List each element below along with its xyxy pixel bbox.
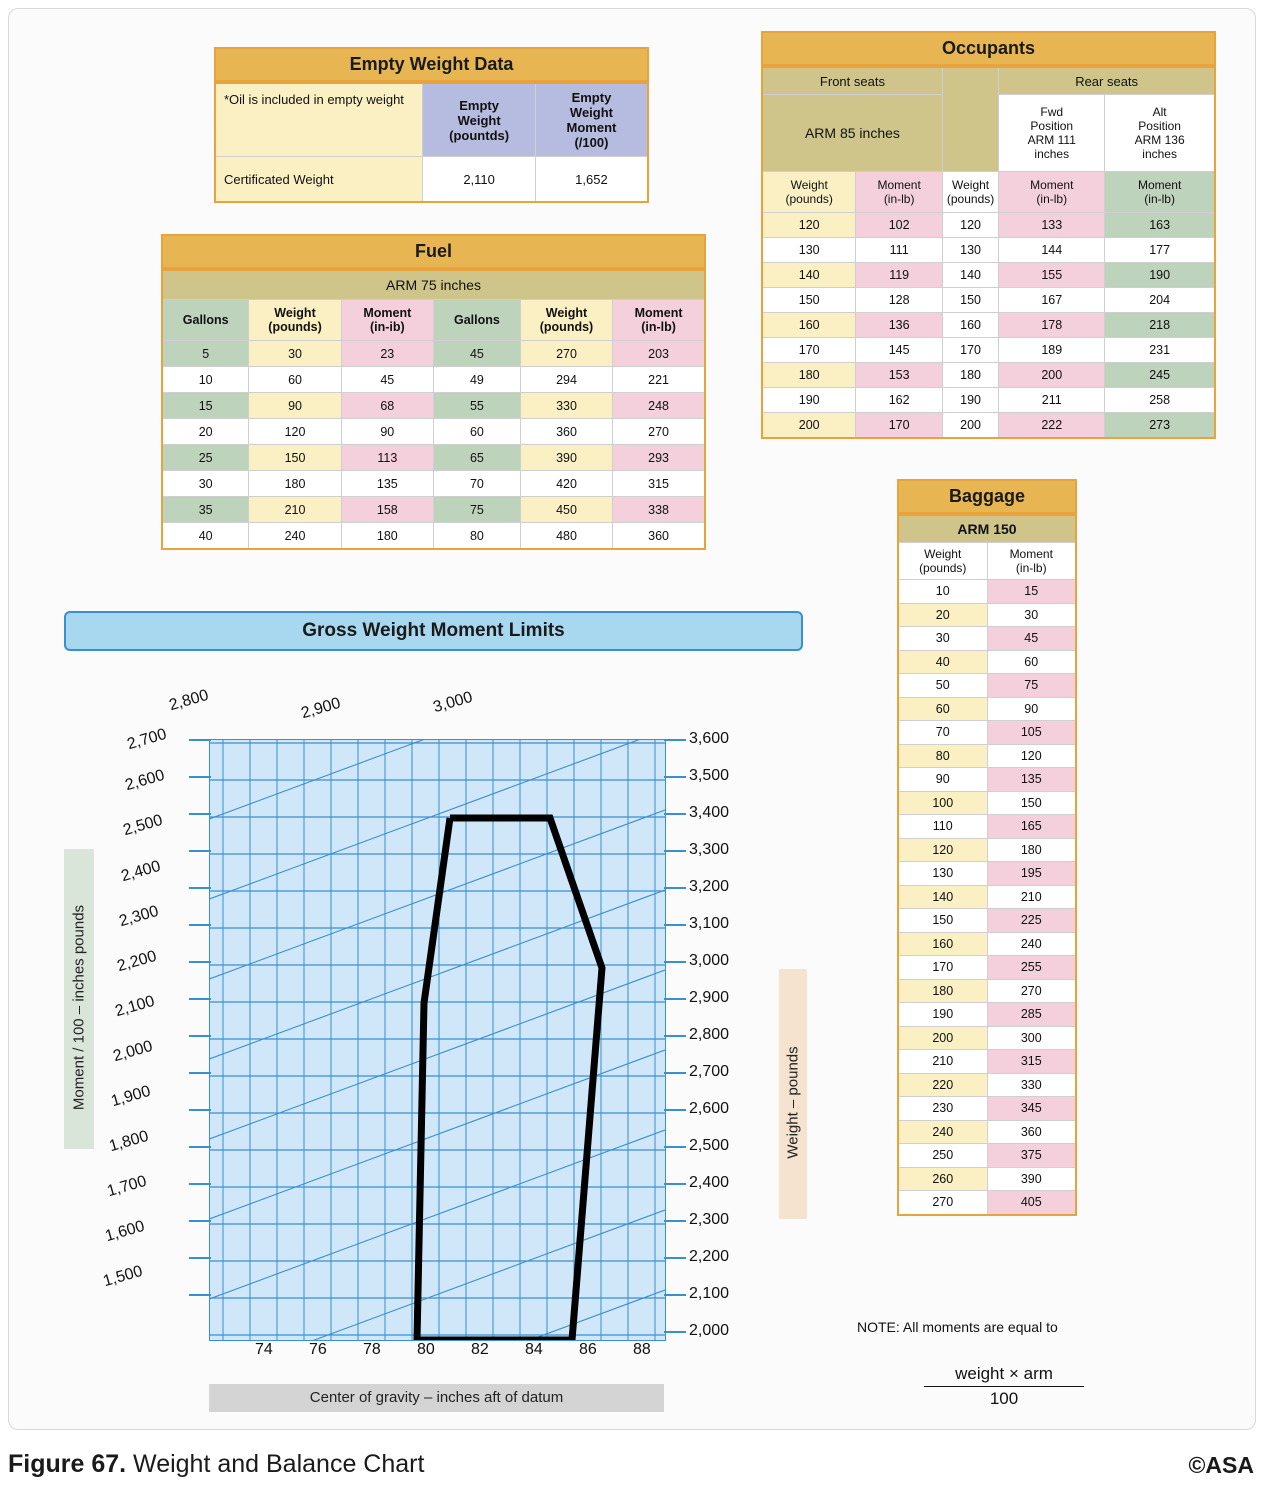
cell: 45 <box>987 627 1076 651</box>
fuel-header-weight-2: Weight (pounds) <box>520 300 612 341</box>
cell: 135 <box>341 471 433 497</box>
fuel-header-moment-2: Moment (in-lb) <box>613 300 705 341</box>
table-row <box>898 1191 1076 1215</box>
empty-weight-header-moment: Empty Weight Moment (/100) <box>535 83 648 157</box>
y-left-tick-4: 2,300 <box>117 902 161 931</box>
y-left-tick-7: 2,000 <box>111 1037 155 1066</box>
cell: 145 <box>856 338 942 363</box>
cell: 130 <box>942 238 998 263</box>
cell: 210 <box>898 1050 987 1074</box>
table-row <box>162 419 705 445</box>
cell: 390 <box>520 445 612 471</box>
x-tick-1: 76 <box>309 1341 327 1358</box>
cell: 180 <box>898 979 987 1003</box>
cell: 210 <box>249 497 341 523</box>
table-row <box>898 1144 1076 1168</box>
formula-denominator: 100 <box>989 1389 1019 1408</box>
fuel-header-gallons-1: Gallons <box>162 300 249 341</box>
cell: 30 <box>249 341 341 367</box>
cell: 163 <box>1105 213 1215 238</box>
occupants-rear-title: Rear seats <box>999 67 1215 95</box>
table-row <box>898 838 1076 862</box>
cell: 90 <box>987 697 1076 721</box>
cell: 258 <box>1105 388 1215 413</box>
cell: 200 <box>898 1026 987 1050</box>
table-row <box>898 1097 1076 1121</box>
y-left-tick-6: 2,100 <box>113 992 157 1021</box>
plot-svg <box>210 740 665 1340</box>
fuel-grid <box>161 269 706 550</box>
cell: 240 <box>249 523 341 550</box>
cell: 248 <box>613 393 705 419</box>
cell: 15 <box>987 580 1076 604</box>
occupants-header-weight-front: Weight (pounds) <box>762 172 856 213</box>
top-tick-2900: 2,900 <box>299 694 343 723</box>
table-row <box>898 1050 1076 1074</box>
cell: 190 <box>762 388 856 413</box>
table-row <box>898 650 1076 674</box>
x-tick-4: 82 <box>471 1341 489 1358</box>
table-row <box>898 744 1076 768</box>
cell: 221 <box>613 367 705 393</box>
cell: 120 <box>987 744 1076 768</box>
cell: 270 <box>520 341 612 367</box>
copyright-notice: ©ASA <box>1188 1452 1254 1478</box>
empty-weight-row-label: Certificated Weight <box>215 157 423 203</box>
table-row <box>898 1120 1076 1144</box>
cell: 211 <box>999 388 1105 413</box>
y-left-tick-8: 1,900 <box>109 1082 153 1111</box>
empty-weight-data-table <box>214 47 649 203</box>
y-axis-right-label <box>779 969 807 1219</box>
cell: 60 <box>433 419 520 445</box>
cell: 90 <box>249 393 341 419</box>
cell: 80 <box>433 523 520 550</box>
cell: 330 <box>520 393 612 419</box>
cell: 15 <box>162 393 249 419</box>
cell: 360 <box>613 523 705 550</box>
figure-caption-text: Weight and Balance Chart <box>133 1450 425 1478</box>
cell: 60 <box>898 697 987 721</box>
cell: 130 <box>898 862 987 886</box>
cell: 110 <box>898 815 987 839</box>
y-left-tick-5: 2,200 <box>115 947 159 976</box>
figure-page <box>8 8 1256 1430</box>
x-tick-0: 74 <box>255 1341 273 1358</box>
y-right-tick-14: 2,200 <box>689 1248 730 1265</box>
cell: 160 <box>942 313 998 338</box>
cell: 150 <box>942 288 998 313</box>
y-left-tick-0: 2,700 <box>125 725 169 754</box>
y-right-tick-6: 3,000 <box>689 952 730 969</box>
y-left-tick-12: 1,500 <box>101 1262 145 1291</box>
empty-weight-grid <box>214 82 649 203</box>
x-tick-5: 84 <box>525 1341 543 1358</box>
cell: 189 <box>999 338 1105 363</box>
occupants-spacer <box>942 95 998 172</box>
cell: 195 <box>987 862 1076 886</box>
cell: 150 <box>762 288 856 313</box>
cell: 480 <box>520 523 612 550</box>
cell: 240 <box>987 932 1076 956</box>
x-tick-7: 88 <box>633 1341 651 1358</box>
table-row <box>898 1073 1076 1097</box>
cell: 167 <box>999 288 1105 313</box>
occupants-spacer <box>942 67 998 95</box>
cell: 180 <box>341 523 433 550</box>
y-right-tick-8: 2,800 <box>689 1026 730 1043</box>
x-axis-label: Center of gravity – inches aft of datum <box>209 1384 664 1412</box>
y-left-tick-3: 2,400 <box>119 857 163 886</box>
y-left-tick-1: 2,600 <box>123 766 167 795</box>
cell: 220 <box>898 1073 987 1097</box>
cell: 90 <box>341 419 433 445</box>
cell: 120 <box>762 213 856 238</box>
y-right-tick-11: 2,500 <box>689 1137 730 1154</box>
cell: 30 <box>162 471 249 497</box>
cell: 130 <box>762 238 856 263</box>
fuel-header-gallons-2: Gallons <box>433 300 520 341</box>
formula-numerator: weight × arm <box>924 1364 1084 1387</box>
cell: 75 <box>987 674 1076 698</box>
cell: 260 <box>898 1167 987 1191</box>
y-right-tick-15: 2,100 <box>689 1285 730 1302</box>
table-row <box>162 471 705 497</box>
table-row <box>762 238 1215 263</box>
y-axis-right-label-text: Weight – pounds <box>784 1046 802 1159</box>
cell: 218 <box>1105 313 1215 338</box>
cell: 113 <box>341 445 433 471</box>
cell: 119 <box>856 263 942 288</box>
table-row <box>898 697 1076 721</box>
cell: 160 <box>898 932 987 956</box>
occupants-header-moment-front: Moment (in-lb) <box>856 172 942 213</box>
cell: 170 <box>898 956 987 980</box>
occupants-rear-alt-arm: Alt Position ARM 136 inches <box>1105 95 1215 172</box>
table-row <box>898 1003 1076 1027</box>
cell: 405 <box>987 1191 1076 1215</box>
cell: 140 <box>898 885 987 909</box>
cell: 375 <box>987 1144 1076 1168</box>
cell: 162 <box>856 388 942 413</box>
empty-weight-header-weight: Empty Weight (pountds) <box>423 83 536 157</box>
table-row <box>762 413 1215 439</box>
cell: 190 <box>1105 263 1215 288</box>
cell: 190 <box>942 388 998 413</box>
cell: 177 <box>1105 238 1215 263</box>
y-right-tick-12: 2,400 <box>689 1174 730 1191</box>
table-row <box>898 580 1076 604</box>
cell: 180 <box>987 838 1076 862</box>
y-right-tick-1: 3,500 <box>689 767 730 784</box>
cell: 338 <box>613 497 705 523</box>
y-right-tick-13: 2,300 <box>689 1211 730 1228</box>
cell: 153 <box>856 363 942 388</box>
y-right-tick-7: 2,900 <box>689 989 730 1006</box>
cell: 200 <box>999 363 1105 388</box>
occupants-front-arm: ARM 85 inches <box>762 95 942 172</box>
y-left-tick-9: 1,800 <box>107 1127 151 1156</box>
cell: 200 <box>942 413 998 439</box>
cell: 204 <box>1105 288 1215 313</box>
cell: 420 <box>520 471 612 497</box>
fuel-title: Fuel <box>161 234 706 269</box>
occupants-header-weight-rear: Weight (pounds) <box>942 172 998 213</box>
table-row <box>898 1026 1076 1050</box>
cell: 203 <box>613 341 705 367</box>
gross-weight-moment-limits-title: Gross Weight Moment Limits <box>64 611 803 651</box>
table-row <box>762 213 1215 238</box>
cell: 180 <box>249 471 341 497</box>
cell: 55 <box>433 393 520 419</box>
cell: 40 <box>898 650 987 674</box>
cell: 70 <box>433 471 520 497</box>
y-right-tick-2: 3,400 <box>689 804 730 821</box>
x-tick-6: 86 <box>579 1341 597 1358</box>
table-row <box>898 862 1076 886</box>
table-row <box>898 932 1076 956</box>
cell: 270 <box>898 1191 987 1215</box>
y-right-tick-16: 2,000 <box>689 1322 730 1339</box>
cell: 111 <box>856 238 942 263</box>
cell: 30 <box>987 603 1076 627</box>
cell: 294 <box>520 367 612 393</box>
cell: 178 <box>999 313 1105 338</box>
table-row <box>898 603 1076 627</box>
cell: 180 <box>762 363 856 388</box>
cell: 25 <box>162 445 249 471</box>
occupants-rear-fwd-arm: Fwd Position ARM 111 inches <box>999 95 1105 172</box>
table-row <box>762 388 1215 413</box>
cell: 170 <box>942 338 998 363</box>
table-row <box>898 815 1076 839</box>
cell: 120 <box>942 213 998 238</box>
y-left-tick-10: 1,700 <box>105 1172 149 1201</box>
cell: 135 <box>987 768 1076 792</box>
cell: 360 <box>520 419 612 445</box>
cell: 105 <box>987 721 1076 745</box>
cell: 45 <box>433 341 520 367</box>
table-row <box>162 393 705 419</box>
cell: 160 <box>762 313 856 338</box>
y-right-tick-4: 3,200 <box>689 878 730 895</box>
cell: 45 <box>341 367 433 393</box>
empty-weight-note: *Oil is included in empty weight <box>215 83 423 157</box>
moment-formula <box>924 1364 1084 1409</box>
table-row <box>762 313 1215 338</box>
cell: 120 <box>249 419 341 445</box>
cell: 170 <box>856 413 942 439</box>
cell: 450 <box>520 497 612 523</box>
cell: 70 <box>898 721 987 745</box>
baggage-header-weight: Weight (pounds) <box>898 543 987 580</box>
cell: 231 <box>1105 338 1215 363</box>
table-row <box>162 497 705 523</box>
cell: 230 <box>898 1097 987 1121</box>
figure-number: Figure 67. <box>8 1450 127 1478</box>
table-row <box>162 341 705 367</box>
x-tick-3: 80 <box>417 1341 435 1358</box>
y-left-tick-2: 2,500 <box>121 811 165 840</box>
cell: 293 <box>613 445 705 471</box>
table-row <box>762 363 1215 388</box>
cell: 90 <box>898 768 987 792</box>
baggage-grid <box>897 514 1077 1216</box>
moment-envelope-plot <box>209 739 666 1341</box>
cell: 250 <box>898 1144 987 1168</box>
cell: 245 <box>1105 363 1215 388</box>
y-right-tick-0: 3,600 <box>689 730 730 747</box>
cell: 140 <box>762 263 856 288</box>
cell: 23 <box>341 341 433 367</box>
cell: 49 <box>433 367 520 393</box>
cell: 150 <box>898 909 987 933</box>
empty-weight-title: Empty Weight Data <box>214 47 649 82</box>
x-tick-2: 78 <box>363 1341 381 1358</box>
figure-caption <box>8 1450 1254 1479</box>
fuel-header-weight-1: Weight (pounds) <box>249 300 341 341</box>
y-axis-left-label-text: Moment / 100 – inches pounds <box>70 904 88 1111</box>
baggage-arm: ARM 150 <box>898 515 1076 543</box>
cell: 10 <box>162 367 249 393</box>
cell: 80 <box>898 744 987 768</box>
y-right-tick-5: 3,100 <box>689 915 730 932</box>
right-axis-ticks <box>664 737 690 1342</box>
cell: 270 <box>987 979 1076 1003</box>
occupants-front-title: Front seats <box>762 67 942 95</box>
cell: 35 <box>162 497 249 523</box>
cell: 128 <box>856 288 942 313</box>
baggage-header-moment: Moment (in-lb) <box>987 543 1076 580</box>
baggage-title: Baggage <box>897 479 1077 514</box>
baggage-table <box>897 479 1077 1216</box>
cell: 270 <box>613 419 705 445</box>
cell: 155 <box>999 263 1105 288</box>
table-row <box>898 979 1076 1003</box>
empty-weight-value-weight: 2,110 <box>423 157 536 203</box>
cell: 360 <box>987 1120 1076 1144</box>
cell: 190 <box>898 1003 987 1027</box>
cell: 136 <box>856 313 942 338</box>
table-row <box>898 768 1076 792</box>
cell: 40 <box>162 523 249 550</box>
cell: 30 <box>898 627 987 651</box>
cell: 170 <box>762 338 856 363</box>
cell: 200 <box>762 413 856 439</box>
occupants-header-moment-alt: Moment (in-lb) <box>1105 172 1215 213</box>
cell: 158 <box>341 497 433 523</box>
y-right-tick-3: 3,300 <box>689 841 730 858</box>
cell: 165 <box>987 815 1076 839</box>
cell: 210 <box>987 885 1076 909</box>
cell: 120 <box>898 838 987 862</box>
top-tick-3000: 3,000 <box>431 688 475 717</box>
cell: 225 <box>987 909 1076 933</box>
cell: 68 <box>341 393 433 419</box>
cell: 75 <box>433 497 520 523</box>
cell: 255 <box>987 956 1076 980</box>
cell: 150 <box>249 445 341 471</box>
cell: 100 <box>898 791 987 815</box>
cell: 300 <box>987 1026 1076 1050</box>
occupants-title: Occupants <box>761 31 1216 66</box>
cell: 330 <box>987 1073 1076 1097</box>
table-row <box>162 445 705 471</box>
cell: 140 <box>942 263 998 288</box>
cell: 60 <box>249 367 341 393</box>
table-row <box>762 338 1215 363</box>
cell: 133 <box>999 213 1105 238</box>
occupants-header-moment-fwd: Moment (in-lb) <box>999 172 1105 213</box>
cell: 50 <box>898 674 987 698</box>
cell: 180 <box>942 363 998 388</box>
cell: 273 <box>1105 413 1215 439</box>
cell: 150 <box>987 791 1076 815</box>
cell: 20 <box>162 419 249 445</box>
cell: 144 <box>999 238 1105 263</box>
cell: 65 <box>433 445 520 471</box>
baggage-note: NOTE: All moments are equal to <box>857 1319 1058 1335</box>
table-row <box>898 627 1076 651</box>
occupants-grid <box>761 66 1216 439</box>
table-row <box>162 367 705 393</box>
y-axis-left-label <box>64 849 94 1149</box>
table-row <box>898 721 1076 745</box>
cell: 390 <box>987 1167 1076 1191</box>
cell: 5 <box>162 341 249 367</box>
fuel-header-moment-1: Moment (in-ib) <box>341 300 433 341</box>
occupants-table <box>761 31 1216 439</box>
table-row <box>762 288 1215 313</box>
y-left-tick-11: 1,600 <box>103 1217 147 1246</box>
cell: 20 <box>898 603 987 627</box>
cell: 222 <box>999 413 1105 439</box>
table-row <box>898 674 1076 698</box>
cell: 285 <box>987 1003 1076 1027</box>
table-row <box>162 523 705 550</box>
cell: 345 <box>987 1097 1076 1121</box>
table-row <box>898 791 1076 815</box>
y-right-tick-10: 2,600 <box>689 1100 730 1117</box>
table-row <box>898 956 1076 980</box>
table-row <box>762 263 1215 288</box>
fuel-table <box>161 234 706 550</box>
y-right-tick-9: 2,700 <box>689 1063 730 1080</box>
left-axis-ticks <box>185 737 211 1342</box>
table-row <box>898 909 1076 933</box>
top-tick-2800: 2,800 <box>167 686 211 715</box>
empty-weight-value-moment: 1,652 <box>535 157 648 203</box>
cell: 315 <box>987 1050 1076 1074</box>
cell: 10 <box>898 580 987 604</box>
table-row <box>898 1167 1076 1191</box>
cell: 60 <box>987 650 1076 674</box>
table-row <box>898 885 1076 909</box>
cell: 240 <box>898 1120 987 1144</box>
cell: 102 <box>856 213 942 238</box>
cell: 315 <box>613 471 705 497</box>
fuel-arm: ARM 75 inches <box>162 270 705 300</box>
